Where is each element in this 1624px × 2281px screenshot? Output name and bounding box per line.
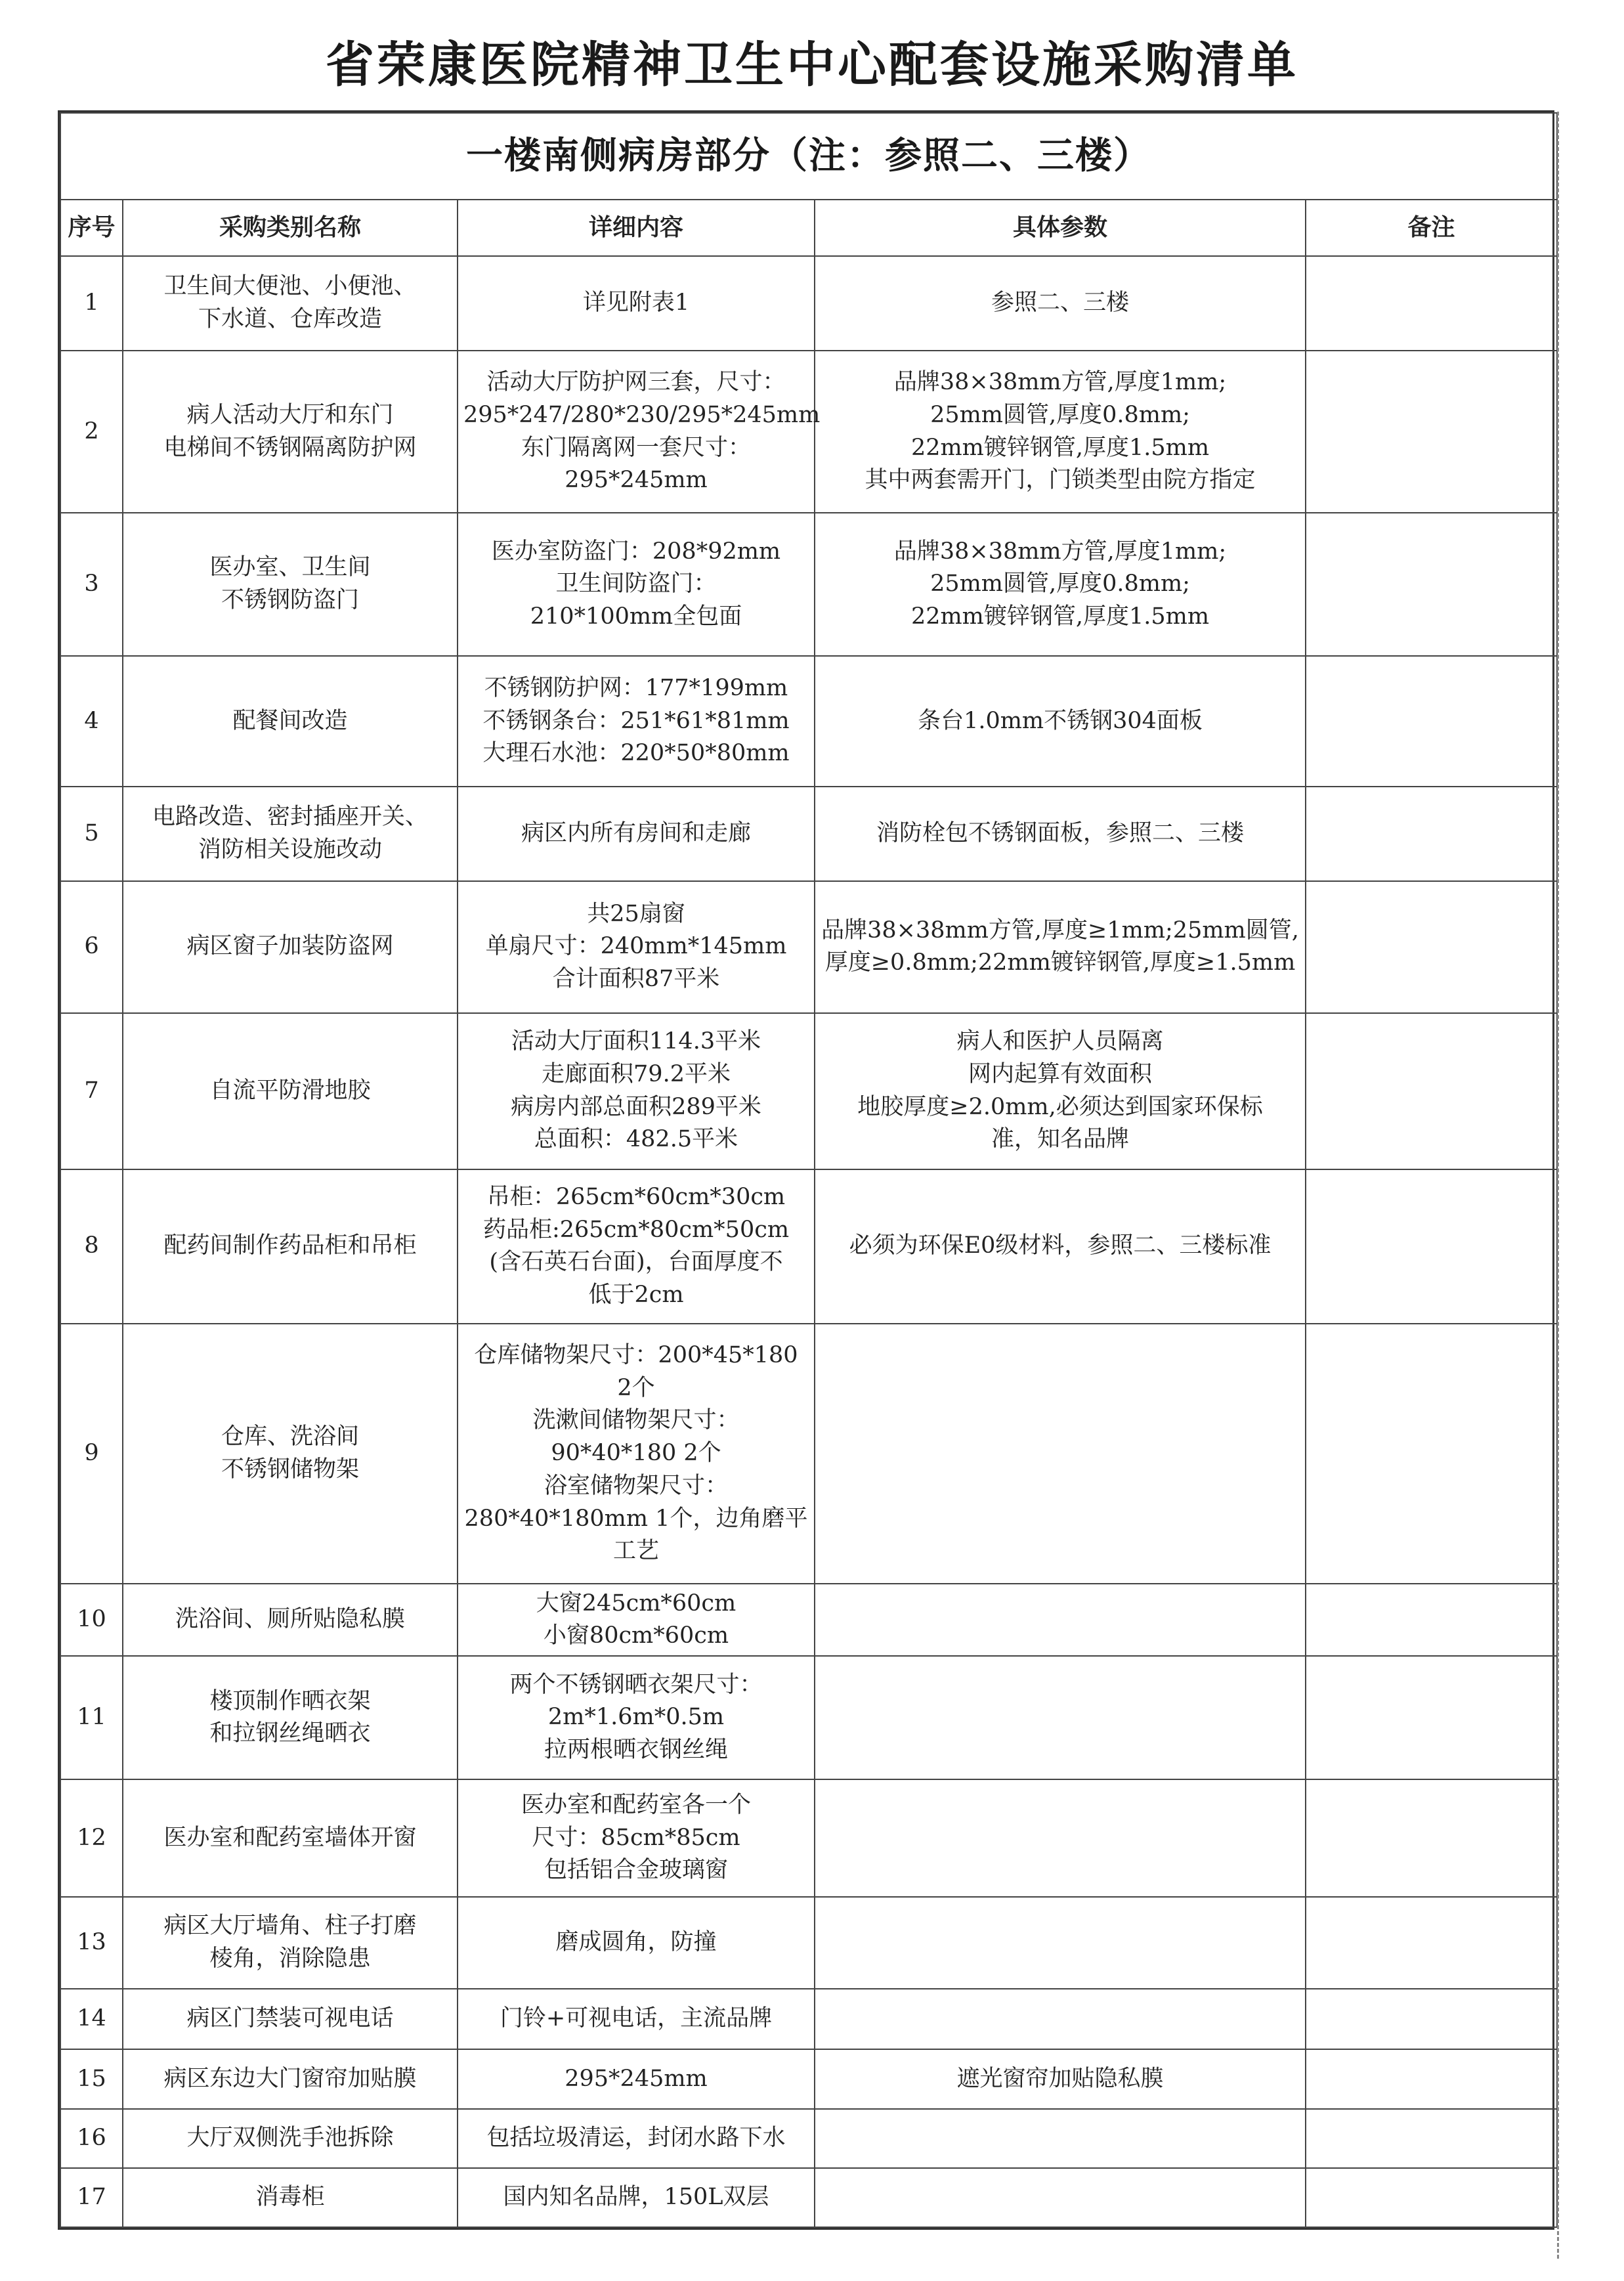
table-row (60, 2168, 1557, 2227)
table-row (60, 1584, 1557, 1656)
cell-detail: 不锈钢防护网：177*199mm 不锈钢条台：251*61*81mm 大理石水池：220*50*80mm (458, 656, 815, 786)
column-header-remark: 备注 (1306, 200, 1557, 256)
cell-no: 9 (60, 1324, 123, 1584)
cell-category: 大厅双侧洗手池拆除 (123, 2109, 458, 2168)
cell-detail: 门铃+可视电话，主流品牌 (458, 1989, 815, 2049)
section-title: 一楼南侧病房部分（注：参照二、三楼） (60, 113, 1557, 200)
cell-category: 病区东边大门窗帘加贴膜 (123, 2049, 458, 2108)
table-row (60, 1897, 1557, 1989)
cell-remark (1306, 1584, 1557, 1656)
cell-params: 消防栓包不锈钢面板，参照二、三楼 (815, 787, 1306, 881)
column-header-detail: 详细内容 (458, 200, 815, 256)
cell-category: 配药间制作药品柜和吊柜 (123, 1169, 458, 1324)
cell-params (815, 1656, 1306, 1779)
cell-category: 配餐间改造 (123, 656, 458, 786)
cell-no: 13 (60, 1897, 123, 1989)
cell-detail: 活动大厅面积114.3平米 走廊面积79.2平米 病房内部总面积289平米 总面积：482.5平米 (458, 1013, 815, 1170)
table-row (60, 1169, 1557, 1324)
procurement-table-container (58, 110, 1554, 2230)
cell-remark (1306, 351, 1557, 513)
column-header-category: 采购类别名称 (123, 200, 458, 256)
cell-params: 遮光窗帘加贴隐私膜 (815, 2049, 1306, 2108)
table-row (60, 513, 1557, 656)
table-row (60, 881, 1557, 1012)
cell-category: 自流平防滑地胶 (123, 1013, 458, 1170)
cell-params: 条台1.0mm不锈钢304面板 (815, 656, 1306, 786)
table-row (60, 2049, 1557, 2108)
cell-remark (1306, 787, 1557, 881)
cell-params: 品牌38×38mm方管,厚度1mm; 25mm圆管,厚度0.8mm; 22mm镀锌钢管,厚度1.5mm 其中两套需开门，门锁类型由院方指定 (815, 351, 1306, 513)
cell-no: 6 (60, 881, 123, 1012)
table-row (60, 1989, 1557, 2049)
cell-remark (1306, 2109, 1557, 2168)
cell-no: 1 (60, 256, 123, 351)
cell-no: 5 (60, 787, 123, 881)
cell-detail: 大窗245cm*60cm 小窗80cm*60cm (458, 1584, 815, 1656)
cell-category: 医办室、卫生间 不锈钢防盗门 (123, 513, 458, 656)
cell-no: 17 (60, 2168, 123, 2227)
table-row (60, 1779, 1557, 1896)
cell-category: 仓库、洗浴间 不锈钢储物架 (123, 1324, 458, 1584)
table-row (60, 1324, 1557, 1584)
cell-detail: 两个不锈钢晒衣架尺寸： 2m*1.6m*0.5m 拉两根晒衣钢丝绳 (458, 1656, 815, 1779)
cell-category: 医办室和配药室墙体开窗 (123, 1779, 458, 1896)
cell-category: 楼顶制作晒衣架 和拉钢丝绳晒衣 (123, 1656, 458, 1779)
cell-category: 卫生间大便池、小便池、 下水道、仓库改造 (123, 256, 458, 351)
cell-params: 品牌38×38mm方管,厚度1mm; 25mm圆管,厚度0.8mm; 22mm镀锌钢管,厚度1.5mm (815, 513, 1306, 656)
cell-remark (1306, 256, 1557, 351)
cell-remark (1306, 1169, 1557, 1324)
cell-params (815, 2109, 1306, 2168)
cell-detail: 国内知名品牌，150L双层 (458, 2168, 815, 2227)
cell-params: 参照二、三楼 (815, 256, 1306, 351)
cell-params (815, 1324, 1306, 1584)
cell-detail: 吊柜：265cm*60cm*30cm 药品柜:265cm*80cm*50cm (含石英石台面)，台面厚度不 低于2cm (458, 1169, 815, 1324)
cell-no: 15 (60, 2049, 123, 2108)
scan-edge-line (1557, 112, 1563, 2259)
page-title: 省荣康医院精神卫生中心配套设施采购清单 (326, 37, 1298, 93)
table-row (60, 656, 1557, 786)
cell-remark (1306, 513, 1557, 656)
cell-detail: 包括垃圾清运，封闭水路下水 (458, 2109, 815, 2168)
cell-remark (1306, 656, 1557, 786)
cell-remark (1306, 2168, 1557, 2227)
cell-no: 2 (60, 351, 123, 513)
cell-params: 必须为环保E0级材料，参照二、三楼标准 (815, 1169, 1306, 1324)
cell-no: 4 (60, 656, 123, 786)
cell-remark (1306, 1989, 1557, 2049)
table-row (60, 351, 1557, 513)
cell-no: 11 (60, 1656, 123, 1779)
cell-no: 3 (60, 513, 123, 656)
table-row (60, 1013, 1557, 1170)
cell-category: 病区大厅墙角、柱子打磨 棱角，消除隐患 (123, 1897, 458, 1989)
procurement-table (60, 112, 1558, 2228)
cell-params (815, 1897, 1306, 1989)
cell-detail: 共25扇窗 单扇尺寸：240mm*145mm 合计面积87平米 (458, 881, 815, 1012)
column-header-no: 序号 (60, 200, 123, 256)
cell-detail: 病区内所有房间和走廊 (458, 787, 815, 881)
cell-category: 病人活动大厅和东门 电梯间不锈钢隔离防护网 (123, 351, 458, 513)
table-row (60, 1656, 1557, 1779)
cell-detail: 详见附表1 (458, 256, 815, 351)
cell-params: 病人和医护人员隔离 网内起算有效面积 地胶厚度≥2.0mm,必须达到国家环保标 准，知名品牌 (815, 1013, 1306, 1170)
cell-remark (1306, 1324, 1557, 1584)
cell-params: 品牌38×38mm方管,厚度≥1mm;25mm圆管, 厚度≥0.8mm;22mm镀锌钢管,厚度≥1.5mm (815, 881, 1306, 1012)
cell-params (815, 1989, 1306, 2049)
table-row (60, 2109, 1557, 2168)
cell-detail: 295*245mm (458, 2049, 815, 2108)
cell-category: 消毒柜 (123, 2168, 458, 2227)
cell-detail: 医办室防盗门：208*92mm 卫生间防盗门： 210*100mm全包面 (458, 513, 815, 656)
cell-remark (1306, 881, 1557, 1012)
cell-remark (1306, 2049, 1557, 2108)
column-header-params: 具体参数 (815, 200, 1306, 256)
cell-detail: 磨成圆角，防撞 (458, 1897, 815, 1989)
cell-remark (1306, 1656, 1557, 1779)
cell-no: 10 (60, 1584, 123, 1656)
cell-params (815, 1584, 1306, 1656)
table-body (60, 256, 1557, 2227)
cell-no: 14 (60, 1989, 123, 2049)
cell-params (815, 2168, 1306, 2227)
cell-detail: 医办室和配药室各一个 尺寸：85cm*85cm 包括铝合金玻璃窗 (458, 1779, 815, 1896)
cell-remark (1306, 1013, 1557, 1170)
table-row (60, 787, 1557, 881)
cell-category: 电路改造、密封插座开关、 消防相关设施改动 (123, 787, 458, 881)
cell-detail: 仓库储物架尺寸：200*45*180 2个 洗漱间储物架尺寸： 90*40*180 2个 浴室储物架尺寸： 280*40*180mm 1个，边角磨平 工艺 (458, 1324, 815, 1584)
cell-detail: 活动大厅防护网三套，尺寸： 295*247/280*230/295*245mm 东门隔离网一套尺寸： 295*245mm (458, 351, 815, 513)
cell-category: 病区窗子加装防盗网 (123, 881, 458, 1012)
cell-params (815, 1779, 1306, 1896)
cell-category: 洗浴间、厕所贴隐私膜 (123, 1584, 458, 1656)
cell-remark (1306, 1897, 1557, 1989)
cell-no: 16 (60, 2109, 123, 2168)
table-row (60, 256, 1557, 351)
cell-category: 病区门禁装可视电话 (123, 1989, 458, 2049)
cell-no: 8 (60, 1169, 123, 1324)
cell-remark (1306, 1779, 1557, 1896)
cell-no: 12 (60, 1779, 123, 1896)
cell-no: 7 (60, 1013, 123, 1170)
